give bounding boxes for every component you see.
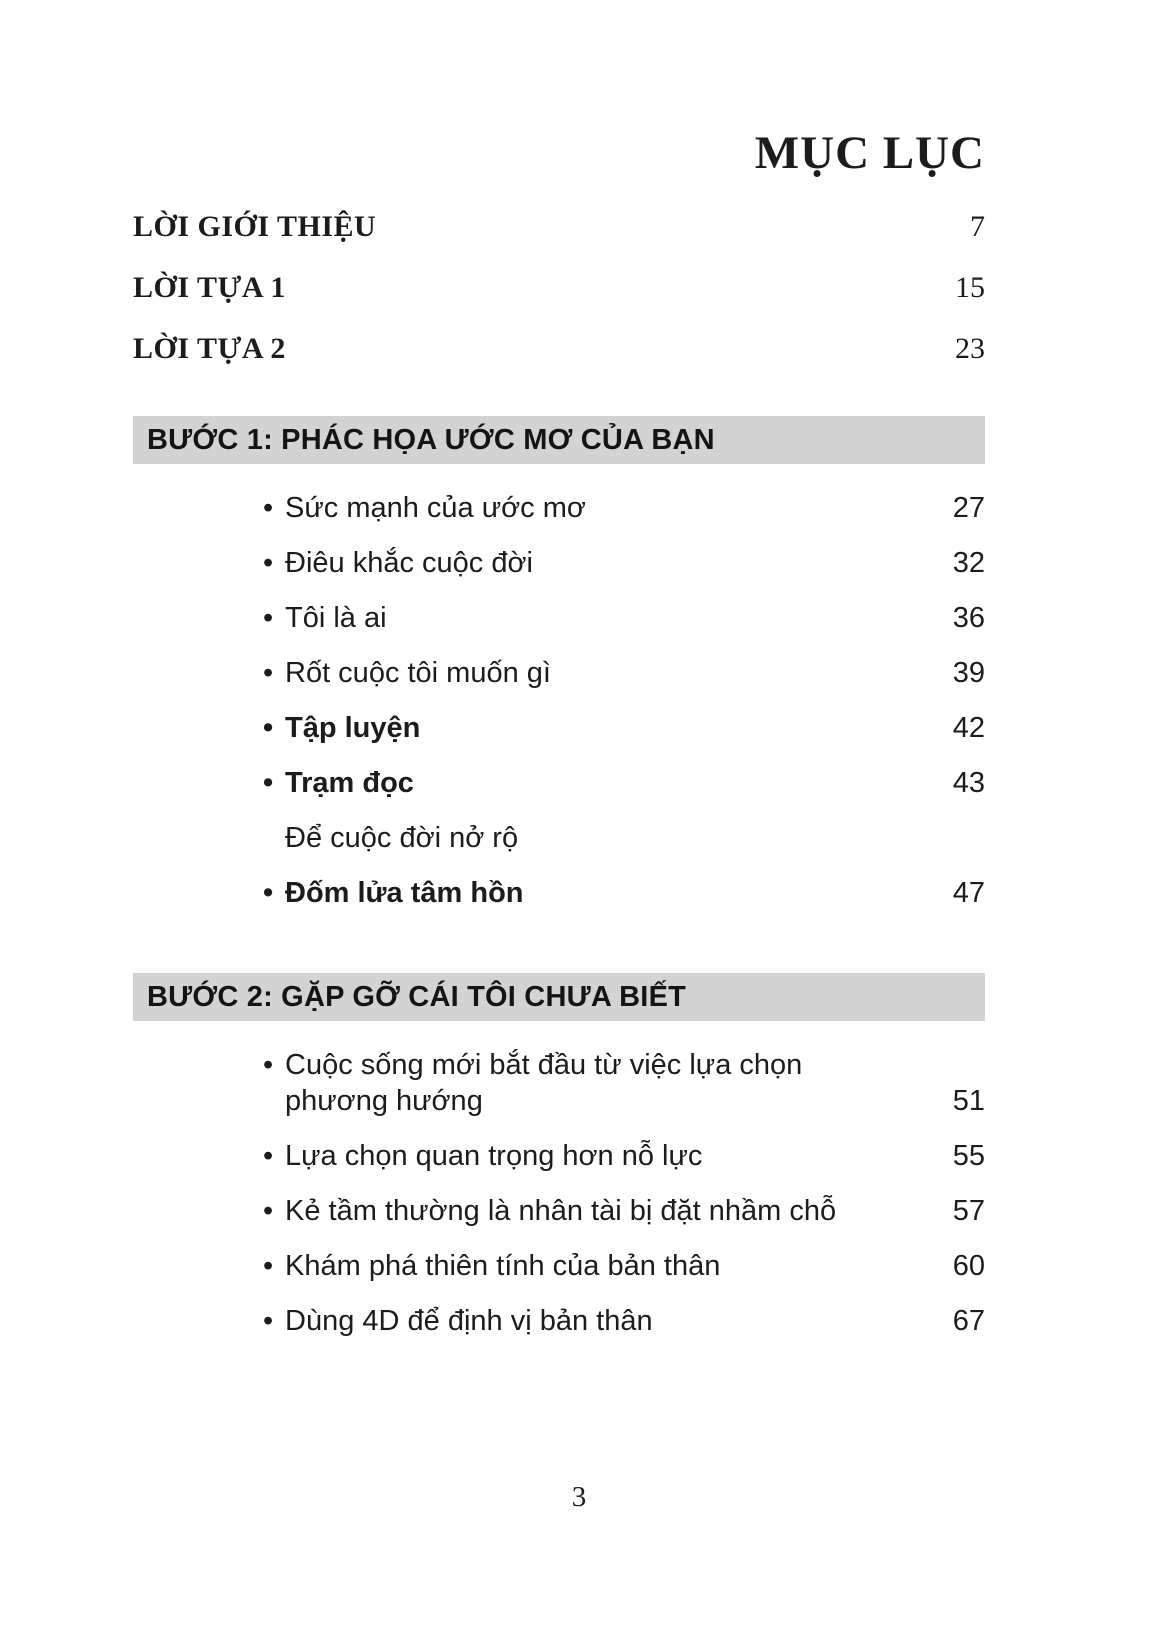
toc-item-label: Dùng 4D để định vị bản thân: [285, 1304, 653, 1337]
toc-item: [263, 490, 985, 526]
toc-item-label: Kẻ tầm thường là nhân tài bị đặt nhầm chỗ: [285, 1194, 837, 1227]
front-matter-label: LỜI GIỚI THIỆU: [133, 209, 377, 243]
page-title: MỤC LỤC: [754, 127, 985, 179]
toc-item-label: Để cuộc đời nở rộ: [285, 821, 519, 854]
bullet-icon: •: [263, 766, 274, 799]
page-number: 3: [571, 1481, 587, 1513]
toc-item-label: Sức mạnh của ước mơ: [285, 491, 586, 524]
toc-item: [263, 765, 985, 801]
toc-item-page: 43: [952, 766, 985, 799]
toc-item-label: Điêu khắc cuộc đời: [285, 546, 533, 579]
toc-item-page: 60: [952, 1249, 985, 1282]
toc-item-page: 67: [952, 1304, 985, 1337]
bullet-icon: •: [263, 1249, 274, 1282]
section-step-1: [133, 416, 985, 911]
bullet-icon: •: [263, 1304, 274, 1337]
toc-item-page: 55: [952, 1139, 985, 1172]
toc-item-page: 47: [952, 876, 985, 909]
toc-item: [263, 655, 985, 691]
bullet-icon: •: [263, 491, 274, 524]
front-matter-row: [133, 332, 985, 366]
toc-item-label: Lựa chọn quan trọng hơn nỗ lực: [285, 1139, 703, 1172]
toc-item-page: 36: [952, 601, 985, 634]
toc-item-page: 51: [952, 1084, 985, 1117]
front-matter-label: LỜI TỰA 1: [133, 270, 286, 304]
front-matter-page: 15: [955, 270, 985, 304]
toc-item-label: Tập luyện: [285, 711, 421, 744]
front-matter-page: 7: [970, 209, 985, 243]
toc-item-label: Cuộc sống mới bắt đầu từ việc lựa chọn phương hướng: [285, 1048, 803, 1117]
toc-item-page: 27: [952, 491, 985, 524]
toc-item: [263, 1303, 985, 1339]
toc-item: [263, 1248, 985, 1284]
toc-item-label: Trạm đọc: [285, 766, 414, 799]
toc-item: [263, 710, 985, 746]
toc-item-page: 32: [952, 546, 985, 579]
section-step-1-items: [133, 490, 985, 911]
bullet-icon: •: [263, 1139, 274, 1172]
section-step-2-header: BƯỚC 2: GẶP GỠ CÁI TÔI CHƯA BIẾT: [133, 973, 985, 1021]
front-matter: [133, 210, 985, 366]
front-matter-label: LỜI TỰA 2: [133, 331, 286, 365]
bullet-icon: •: [263, 1048, 274, 1081]
toc-item: [263, 1047, 985, 1119]
toc-item-page: 39: [952, 656, 985, 689]
toc-item: [263, 1193, 985, 1229]
toc-item-page: 42: [952, 711, 985, 744]
section-step-2: [133, 973, 985, 1339]
toc-item: [263, 875, 985, 911]
front-matter-row: [133, 210, 985, 244]
front-matter-page: 23: [955, 331, 985, 365]
toc-item-label: Khám phá thiên tính của bản thân: [285, 1249, 721, 1282]
toc-item: [263, 1138, 985, 1174]
section-step-1-header: BƯỚC 1: PHÁC HỌA ƯỚC MƠ CỦA BẠN: [133, 416, 985, 464]
section-step-2-items: [133, 1047, 985, 1339]
toc-item-label: Đốm lửa tâm hồn: [285, 876, 524, 909]
toc-item: [263, 545, 985, 581]
bullet-icon: •: [263, 601, 274, 634]
toc-item: [263, 600, 985, 636]
toc-item-label: Tôi là ai: [285, 601, 387, 634]
bullet-icon: •: [263, 1194, 274, 1227]
bullet-icon: •: [263, 656, 274, 689]
toc-item-label: Rốt cuộc tôi muốn gì: [285, 656, 551, 689]
toc-item-continuation: [263, 820, 985, 856]
bullet-icon: •: [263, 546, 274, 579]
toc-item-page: 57: [952, 1194, 985, 1227]
bullet-icon: •: [263, 711, 274, 744]
bullet-icon: •: [263, 876, 274, 909]
front-matter-row: [133, 271, 985, 305]
